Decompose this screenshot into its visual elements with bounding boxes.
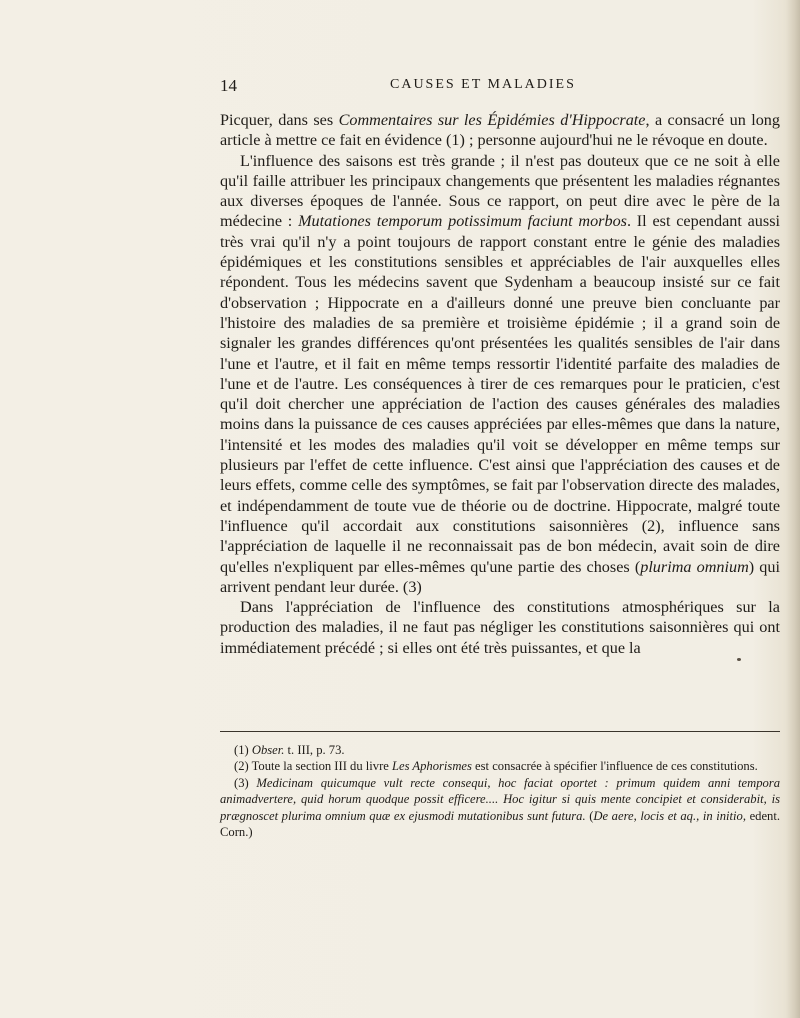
paragraph-2-text-c: . Il est cependant aussi très vrai qu'il n'y a point toujours de rapport constant entre le génie des maladies épidémiques et les constitutions sensibles et appréciables de l'air auxquelles elles répondent. Tous les médecins savent que Sydenham a beaucoup insisté sur ce fait d'observation ; Hippocrate en a d'ailleurs donné une preuve bien concluante par l'histoire des maladies de sa première et troisième épidémie ; il a grand soin de signaler les grandes différences qu'ont présentées les qualités sensibles de l'air dans l'une et l'autre, et il fait en même temps ressortir l'identité parfaite des maladies de l'une et de l'autre. Les conséquences à tirer de ces remarques pour le praticien, c'est qu'il doit chercher une appréciation de l'action des causes générales des maladies moins dans la puissance de ces causes appréciées par elles-mêmes que dans la nature, l'intensité et les modes des maladies qu'il voit se développer en même temps sur plusieurs par l'effet de cette influence. C'est ainsi que l'appréciation des causes et de leurs effets, comme celle des symptômes, se fait par l'observation directe des malades, et indépendamment de toute vue de théorie ou de doctrine. Hippocrate, malgré toute l'influence qu'il accordait aux constitutions saisonnières (2), influence sans l'appréciation de laquelle il ne reconnaissait pas de bon médecin, avait soin de dire qu'elles n'expliquent par elles-mêmes qu'une partie des choses ( [220,212,780,576]
paragraph-2-latin-quote: Mutationes temporum potissimum faciunt morbos [298,212,627,231]
footnote-rule [220,731,780,732]
footnote-2-text-c: est consacrée à spécifier l'influence de ces constitutions. [471,759,758,774]
footnote-3-latin-quote: Medicinam quicumque vult recte consequi, hoc faciat oportet : primum quidem anni tempora animadvertere, quid horum quodque possit efficere.... Hoc igitur si quis mente concipiet et considerabit, is prægnoscet plurima omnium quæ ex ejusmodi mutationibus sunt futura. [220,775,780,823]
footnote-2 [220,758,780,774]
running-title: CAUSES ET MALADIES [390,77,576,92]
paragraph-1-text-c: , a consacré un long article à mettre ce fait en évidence (1) ; personne aujourd'hui ne le révoque en doute. [220,111,780,150]
footnote-3 [220,775,780,841]
footnote-3-text-e: , edent. Corn.) [220,808,781,840]
footnote-1 [220,742,780,758]
footnote-1-text-c: t. III, p. 73. [284,743,345,757]
paragraph-3 [220,597,780,658]
footnote-3-text-a: (3) [234,775,257,790]
paragraph-2 [220,151,780,598]
footnote-1-italic: Obser. [251,743,285,757]
paragraph-2-text-a: L'influence des saisons est très grande ; il n'est pas douteux que ce ne soit à elle qu'il faille attribuer les principaux changements que présentent les maladies régnantes aux diverses époques de l'année. Sous ce rapport, on peut dire avec le père de la médecine : [220,151,780,231]
page-number: 14 [220,76,237,95]
paragraph-1-text-a: Picquer, dans ses [220,111,339,129]
footnote-2-italic: Les Aphorismes [392,759,472,774]
page-header [220,76,780,98]
paragraph-2-latin-phrase: plurima omnium [640,557,749,576]
footnote-2-text-a: (2) Toute la section III du livre [234,759,393,774]
footnote-3-citation: De aere, locis et aq., in initio [593,808,743,823]
paragraph-1 [220,110,780,151]
paragraph-2-text-e: ) qui arrivent pendant leur durée. (3) [220,557,780,596]
paragraph-1-italic-title: Commentaires sur les Épidémies d'Hippocrate [338,111,646,129]
main-text [220,110,780,658]
ink-speck [737,658,741,661]
footnote-3-text-c: ( [585,808,594,823]
footnote-1-text-a: (1) [234,743,252,757]
paragraph-3-text: Dans l'appréciation de l'influence des constitutions atmosphériques sur la production des maladies, il ne faut pas négliger les constitutions saisonnières qui ont immédiatement précédé ; si elles ont été très puissantes, et que la [220,598,780,657]
footnotes [220,742,780,840]
page-edge-shadow [786,0,800,1018]
